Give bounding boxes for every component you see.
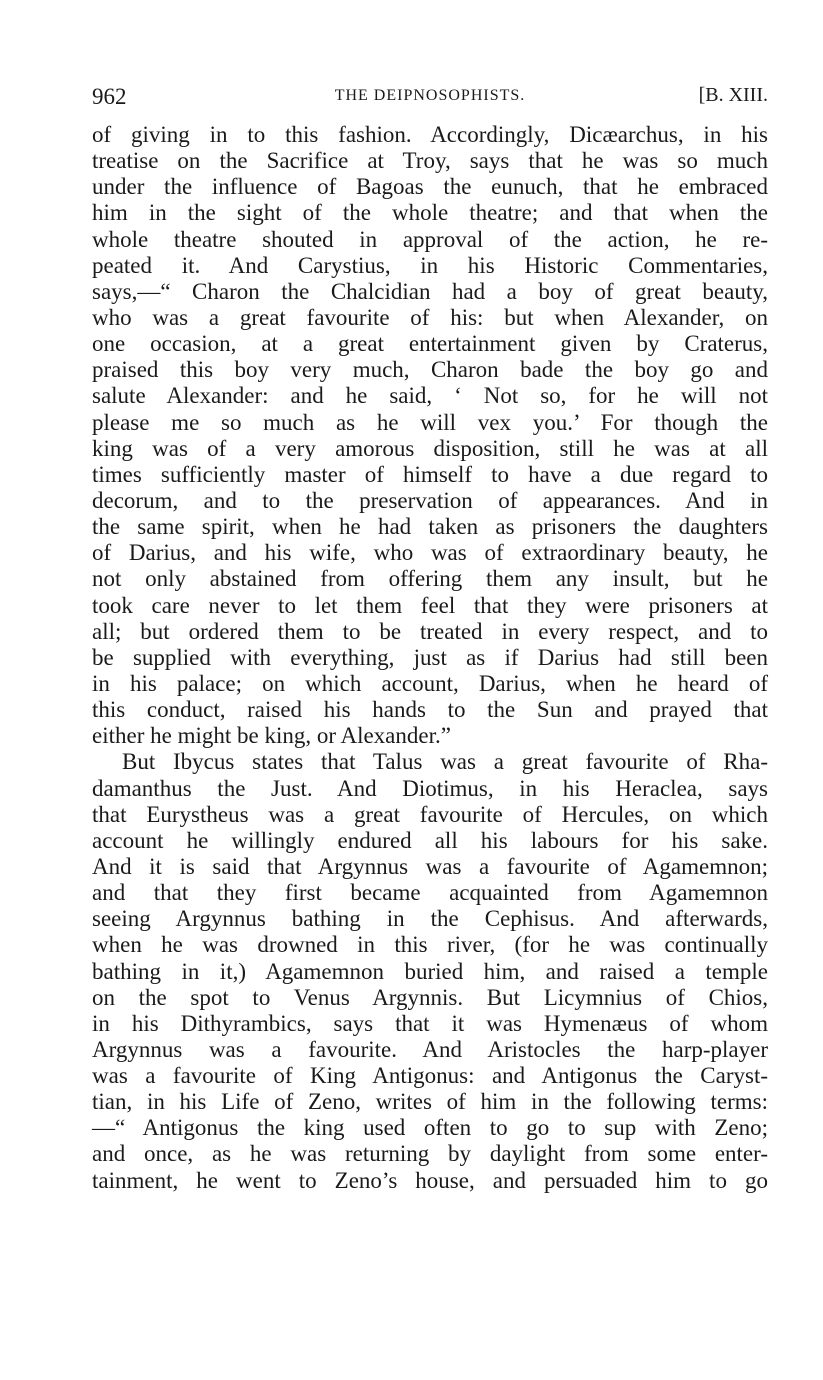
text-line: and that they first became acquainted from Agamemnon bbox=[92, 880, 768, 906]
paragraph-1 bbox=[92, 122, 768, 749]
text-line: in his palace; on which account, Darius, when he heard of bbox=[92, 670, 768, 696]
text-line: was a favourite of King Antigonus: and Antigonus the Caryst- bbox=[92, 1063, 768, 1089]
paragraph-2 bbox=[92, 749, 768, 1193]
page-header bbox=[92, 84, 768, 114]
running-title: THE DEIPNOSOPHISTS. bbox=[334, 87, 526, 104]
text-line: treatise on the Sacrifice at Troy, says that he was so much bbox=[92, 148, 768, 174]
text-line: who was a great favourite of his: but when Alexander, on bbox=[92, 304, 768, 330]
text-line: praised this boy very much, Charon bade the boy go and bbox=[92, 357, 768, 383]
text-line: please me so much as he will vex you.’ For though the bbox=[92, 409, 768, 435]
text-line: him in the sight of the whole theatre; and that when the bbox=[92, 200, 768, 226]
text-line: tainment, he went to Zeno’s house, and persuaded him to go bbox=[92, 1167, 768, 1193]
text-line: salute Alexander: and he said, ‘ Not so, for he will not bbox=[92, 383, 768, 409]
text-line: the same spirit, when he had taken as prisoners the daughters bbox=[92, 514, 768, 540]
body-text bbox=[92, 122, 768, 1194]
text-line: But Ibycus states that Talus was a great favourite of Rha- bbox=[122, 749, 768, 775]
text-line: all; but ordered them to be treated in every respect, and to bbox=[92, 618, 768, 644]
text-line: Argynnus was a favourite. And Aristocles the harp-player bbox=[92, 1036, 768, 1062]
text-line: And it is said that Argynnus was a favourite of Agamemnon; bbox=[92, 853, 768, 879]
text-line: of giving in to this fashion. Accordingly, Dicæarchus, in his bbox=[92, 122, 768, 147]
text-line: account he willingly endured all his labours for his sake. bbox=[92, 827, 768, 853]
page-number: 962 bbox=[92, 84, 127, 109]
text-line: and once, as he was returning by daylight from some enter- bbox=[92, 1141, 768, 1167]
text-line: of Darius, and his wife, who was of extraordinary beauty, he bbox=[92, 540, 768, 566]
text-line: peated it. And Carystius, in his Historic Commentaries, bbox=[92, 252, 768, 278]
text-line: one occasion, at a great entertainment given by Craterus, bbox=[92, 331, 768, 357]
text-line: says,—“ Charon the Chalcidian had a boy of great beauty, bbox=[92, 278, 768, 304]
text-line: seeing Argynnus bathing in the Cephisus. And afterwards, bbox=[92, 906, 768, 932]
text-line: in his Dithyrambics, says that it was Hymenæus of whom bbox=[92, 1010, 768, 1036]
text-line: times sufficiently master of himself to have a due regard to bbox=[92, 461, 768, 487]
text-line: on the spot to Venus Argynnis. But Licymnius of Chios, bbox=[92, 984, 768, 1010]
text-line: this conduct, raised his hands to the Sun and prayed that bbox=[92, 697, 768, 723]
text-line: bathing in it,) Agamemnon buried him, and raised a temple bbox=[92, 958, 768, 984]
text-line: took care never to let them feel that they were prisoners at bbox=[92, 592, 768, 618]
text-line: whole theatre shouted in approval of the action, he re- bbox=[92, 226, 768, 252]
text-line: under the influence of Bagoas the eunuch, that he embraced bbox=[92, 174, 768, 200]
book-reference: [B. XIII. bbox=[698, 84, 768, 106]
text-line: when he was drowned in this river, (for he was continually bbox=[92, 932, 768, 958]
text-line: decorum, and to the preservation of appearances. And in bbox=[92, 487, 768, 513]
text-line: tian, in his Life of Zeno, writes of him in the following terms: bbox=[92, 1089, 768, 1115]
text-line: king was of a very amorous disposition, still he was at all bbox=[92, 435, 768, 461]
text-line: damanthus the Just. And Diotimus, in his Heraclea, says bbox=[92, 775, 768, 801]
text-line: be supplied with everything, just as if Darius had still been bbox=[92, 644, 768, 670]
text-line: either he might be king, or Alexander.” bbox=[92, 723, 451, 749]
text-line: that Eurystheus was a great favourite of Hercules, on which bbox=[92, 801, 768, 827]
text-line: not only abstained from offering them any insult, but he bbox=[92, 566, 768, 592]
text-line: —“ Antigonus the king used often to go to sup with Zeno; bbox=[92, 1115, 768, 1141]
